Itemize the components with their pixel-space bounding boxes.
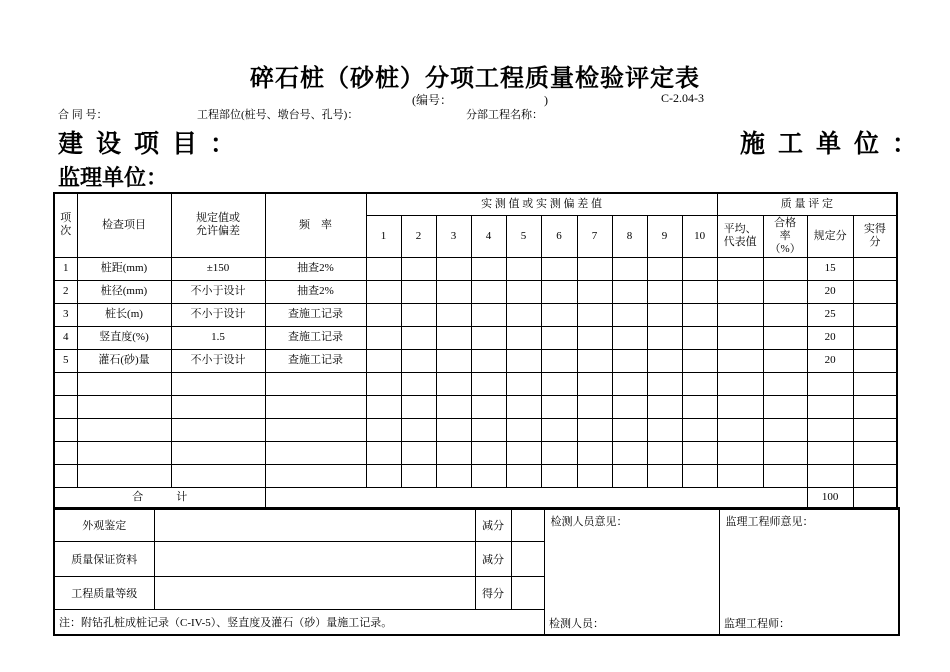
measure-cell xyxy=(436,395,471,418)
total-label: 合 计 xyxy=(54,487,265,509)
measure-cell xyxy=(647,395,682,418)
measure-cell xyxy=(577,326,612,349)
measure-cell xyxy=(577,303,612,326)
measure-cell xyxy=(401,418,436,441)
measure-cell xyxy=(506,326,541,349)
header-item: 检查项目 xyxy=(77,193,171,257)
measure-cell xyxy=(506,418,541,441)
measure-cell xyxy=(506,303,541,326)
row-score-actual xyxy=(853,303,897,326)
measure-cell xyxy=(612,303,647,326)
row-score-spec xyxy=(807,441,853,464)
row-average xyxy=(717,372,763,395)
row-score-actual xyxy=(853,372,897,395)
row-average xyxy=(717,418,763,441)
measure-cell xyxy=(471,326,506,349)
row-item: 灌石(砂)量 xyxy=(77,349,171,372)
measure-cell xyxy=(401,303,436,326)
measure-cell xyxy=(506,257,541,280)
measure-cell xyxy=(612,372,647,395)
measure-cell xyxy=(647,418,682,441)
row-pass-rate xyxy=(763,326,807,349)
measure-cell xyxy=(366,372,401,395)
measure-cell xyxy=(682,441,717,464)
measure-cell xyxy=(401,372,436,395)
row-score-actual xyxy=(853,280,897,303)
measure-cell xyxy=(471,349,506,372)
row-spec: 不小于设计 xyxy=(171,280,265,303)
header-quality: 质 量 评 定 xyxy=(717,193,897,215)
row-pass-rate xyxy=(763,303,807,326)
row-seq: 3 xyxy=(54,303,77,326)
row-average xyxy=(717,257,763,280)
measure-cell xyxy=(471,464,506,487)
row-pass-rate xyxy=(763,418,807,441)
measure-cell xyxy=(682,257,717,280)
row-item: 桩距(mm) xyxy=(77,257,171,280)
measure-cell xyxy=(436,280,471,303)
measure-cell xyxy=(541,441,577,464)
measure-cell xyxy=(401,326,436,349)
row-score-spec: 20 xyxy=(807,280,853,303)
header-seq: 项次 xyxy=(54,193,77,257)
measure-cell xyxy=(612,326,647,349)
measure-cell xyxy=(436,418,471,441)
row-seq: 4 xyxy=(54,326,77,349)
supervisor-sign-label: 监理工程师： xyxy=(724,618,790,630)
measure-cell xyxy=(577,395,612,418)
row-item: 竖直度(%) xyxy=(77,326,171,349)
sub-project-label: 分部工程名称： xyxy=(466,109,543,121)
measure-cell xyxy=(401,395,436,418)
row-average xyxy=(717,326,763,349)
measure-cell xyxy=(647,326,682,349)
measure-cell xyxy=(612,464,647,487)
total-actual xyxy=(853,487,897,509)
measure-cell xyxy=(366,418,401,441)
row-spec xyxy=(171,395,265,418)
measure-cell xyxy=(471,280,506,303)
measure-cell xyxy=(506,441,541,464)
header-score-actual: 实得 分 xyxy=(853,215,897,257)
measure-cell xyxy=(401,280,436,303)
row-spec xyxy=(171,418,265,441)
inspector-sign-label: 检测人员： xyxy=(549,618,604,630)
table-row xyxy=(54,372,897,395)
row-score-actual xyxy=(853,395,897,418)
total-row xyxy=(54,487,897,509)
row-item: 桩径(mm) xyxy=(77,280,171,303)
measure-cell xyxy=(471,257,506,280)
row-spec xyxy=(171,372,265,395)
appearance-value xyxy=(154,508,475,542)
row-average xyxy=(717,395,763,418)
row-pass-rate xyxy=(763,395,807,418)
row-average xyxy=(717,349,763,372)
measure-cell xyxy=(436,464,471,487)
quality-docs-value xyxy=(154,542,475,577)
table-row xyxy=(54,257,897,280)
page-title: 碎石桩（砂桩）分项工程质量检验评定表 xyxy=(250,66,700,92)
table-row xyxy=(54,464,897,487)
measure-cell xyxy=(682,326,717,349)
row-seq: 1 xyxy=(54,257,77,280)
row-score-spec xyxy=(807,372,853,395)
measure-cell xyxy=(541,326,577,349)
header-col: 9 xyxy=(647,215,682,257)
row-item xyxy=(77,441,171,464)
measure-cell xyxy=(577,441,612,464)
measure-cell xyxy=(506,280,541,303)
row-item xyxy=(77,395,171,418)
table-row xyxy=(54,349,897,372)
measure-cell xyxy=(612,418,647,441)
measure-cell xyxy=(541,395,577,418)
measure-cell xyxy=(541,372,577,395)
row-score-actual xyxy=(853,349,897,372)
measure-cell xyxy=(506,395,541,418)
row-seq xyxy=(54,372,77,395)
row-spec: ±150 xyxy=(171,257,265,280)
row-frequency: 抽查2% xyxy=(265,280,366,303)
score-label: 得分 xyxy=(475,577,511,610)
row-frequency xyxy=(265,395,366,418)
row-item xyxy=(77,418,171,441)
measure-cell xyxy=(647,464,682,487)
header-score-spec: 规定分 xyxy=(807,215,853,257)
measure-cell xyxy=(541,418,577,441)
row-average xyxy=(717,441,763,464)
measure-cell xyxy=(647,441,682,464)
supervision-unit-label: 监理单位： xyxy=(58,165,169,190)
header-spec: 规定值或 允许偏差 xyxy=(171,193,265,257)
row-frequency xyxy=(265,418,366,441)
measure-cell xyxy=(436,441,471,464)
measure-cell xyxy=(612,280,647,303)
measure-cell xyxy=(577,349,612,372)
measure-cell xyxy=(436,349,471,372)
row-item: 桩长(m) xyxy=(77,303,171,326)
row-seq xyxy=(54,441,77,464)
deduct-label: 减分 xyxy=(475,508,511,542)
measure-cell xyxy=(401,464,436,487)
table-row xyxy=(54,441,897,464)
header-measured: 实 测 值 或 实 测 偏 差 值 xyxy=(366,193,717,215)
measure-cell xyxy=(682,349,717,372)
row-spec: 不小于设计 xyxy=(171,349,265,372)
measure-cell xyxy=(682,372,717,395)
row-pass-rate xyxy=(763,257,807,280)
measure-cell xyxy=(612,257,647,280)
row-score-spec xyxy=(807,418,853,441)
row-frequency: 查施工记录 xyxy=(265,303,366,326)
construction-unit-label: 施工单位： xyxy=(740,131,931,158)
row-frequency: 抽查2% xyxy=(265,257,366,280)
measure-cell xyxy=(682,303,717,326)
row-pass-rate xyxy=(763,441,807,464)
measure-cell xyxy=(682,395,717,418)
row-frequency xyxy=(265,372,366,395)
contract-no-label: 合 同 号： xyxy=(58,109,108,121)
measure-cell xyxy=(366,349,401,372)
measure-cell xyxy=(647,257,682,280)
inspection-table xyxy=(53,192,898,510)
appearance-label: 外观鉴定 xyxy=(54,508,154,542)
table-row xyxy=(54,418,897,441)
quality-docs-label: 质量保证资料 xyxy=(54,542,154,577)
measure-cell xyxy=(436,372,471,395)
row-score-spec: 15 xyxy=(807,257,853,280)
row-spec xyxy=(171,441,265,464)
construction-project-label: 建设项目： xyxy=(58,131,249,158)
row-score-spec xyxy=(807,464,853,487)
score-value xyxy=(511,577,544,610)
total-score: 100 xyxy=(807,487,853,509)
row-score-spec: 20 xyxy=(807,326,853,349)
row-seq: 5 xyxy=(54,349,77,372)
row-item xyxy=(77,372,171,395)
measure-cell xyxy=(366,441,401,464)
measure-cell xyxy=(682,280,717,303)
row-frequency: 查施工记录 xyxy=(265,349,366,372)
row-score-actual xyxy=(853,464,897,487)
row-score-spec xyxy=(807,395,853,418)
measure-cell xyxy=(577,372,612,395)
table-row xyxy=(54,280,897,303)
measure-cell xyxy=(577,257,612,280)
measure-cell xyxy=(612,349,647,372)
row-seq xyxy=(54,395,77,418)
measure-cell xyxy=(541,349,577,372)
supervisor-opinion-label: 监理工程师意见： xyxy=(725,516,814,528)
row-average xyxy=(717,303,763,326)
row-spec: 1.5 xyxy=(171,326,265,349)
measure-cell xyxy=(647,349,682,372)
measure-cell xyxy=(506,372,541,395)
measure-cell xyxy=(471,395,506,418)
deduct-value xyxy=(511,542,544,577)
header-average: 平均、 代表值 xyxy=(717,215,763,257)
row-spec xyxy=(171,464,265,487)
form-code: C-2.04-3 xyxy=(661,91,704,105)
measure-cell xyxy=(366,303,401,326)
row-spec: 不小于设计 xyxy=(171,303,265,326)
header-col: 4 xyxy=(471,215,506,257)
note-text: 注：附钻孔桩成桩记录（C-IV-5）、竖直度及灌石（砂）量施工记录。 xyxy=(54,610,544,635)
row-pass-rate xyxy=(763,372,807,395)
row-seq xyxy=(54,418,77,441)
header-col: 1 xyxy=(366,215,401,257)
row-score-actual xyxy=(853,441,897,464)
measure-cell xyxy=(401,257,436,280)
measure-cell xyxy=(541,280,577,303)
row-score-actual xyxy=(853,326,897,349)
row-score-actual xyxy=(853,257,897,280)
measure-cell xyxy=(366,395,401,418)
measure-cell xyxy=(506,464,541,487)
table-row xyxy=(54,326,897,349)
measure-cell xyxy=(541,303,577,326)
total-blank xyxy=(265,487,807,509)
deduct-label: 减分 xyxy=(475,542,511,577)
grade-value xyxy=(154,577,475,610)
header-col: 3 xyxy=(436,215,471,257)
grade-label: 工程质量等级 xyxy=(54,577,154,610)
header-col: 5 xyxy=(506,215,541,257)
row-item xyxy=(77,464,171,487)
measure-cell xyxy=(577,464,612,487)
row-score-actual xyxy=(853,418,897,441)
measure-cell xyxy=(647,372,682,395)
measure-cell xyxy=(541,257,577,280)
measure-cell xyxy=(436,303,471,326)
measure-cell xyxy=(647,303,682,326)
row-frequency xyxy=(265,441,366,464)
measure-cell xyxy=(366,280,401,303)
inspector-opinion-label: 检测人员意见： xyxy=(550,516,628,528)
row-average xyxy=(717,464,763,487)
measure-cell xyxy=(647,280,682,303)
measure-cell xyxy=(436,257,471,280)
serial-number: (编号： ) xyxy=(412,93,548,107)
row-seq xyxy=(54,464,77,487)
row-seq: 2 xyxy=(54,280,77,303)
header-col: 6 xyxy=(541,215,577,257)
row-frequency xyxy=(265,464,366,487)
header-col: 2 xyxy=(401,215,436,257)
measure-cell xyxy=(436,326,471,349)
location-label: 工程部位(桩号、墩台号、孔号)： xyxy=(197,109,359,121)
measure-cell xyxy=(471,303,506,326)
measure-cell xyxy=(366,257,401,280)
measure-cell xyxy=(471,441,506,464)
row-score-spec: 20 xyxy=(807,349,853,372)
row-frequency: 查施工记录 xyxy=(265,326,366,349)
deduct-value xyxy=(511,508,544,542)
measure-cell xyxy=(366,464,401,487)
table-row xyxy=(54,395,897,418)
measure-cell xyxy=(366,326,401,349)
row-score-spec: 25 xyxy=(807,303,853,326)
measure-cell xyxy=(612,395,647,418)
measure-cell xyxy=(577,280,612,303)
measure-cell xyxy=(541,464,577,487)
row-pass-rate xyxy=(763,280,807,303)
header-frequency: 频 率 xyxy=(265,193,366,257)
measure-cell xyxy=(682,464,717,487)
row-average xyxy=(717,280,763,303)
measure-cell xyxy=(471,372,506,395)
row-pass-rate xyxy=(763,349,807,372)
measure-cell xyxy=(506,349,541,372)
measure-cell xyxy=(577,418,612,441)
header-col: 8 xyxy=(612,215,647,257)
table-row xyxy=(54,303,897,326)
measure-cell xyxy=(682,418,717,441)
measure-cell xyxy=(612,441,647,464)
header-pass-rate: 合格 率 （%） xyxy=(763,215,807,257)
measure-cell xyxy=(401,349,436,372)
measure-cell xyxy=(401,441,436,464)
row-pass-rate xyxy=(763,464,807,487)
header-col: 10 xyxy=(682,215,717,257)
header-col: 7 xyxy=(577,215,612,257)
measure-cell xyxy=(471,418,506,441)
